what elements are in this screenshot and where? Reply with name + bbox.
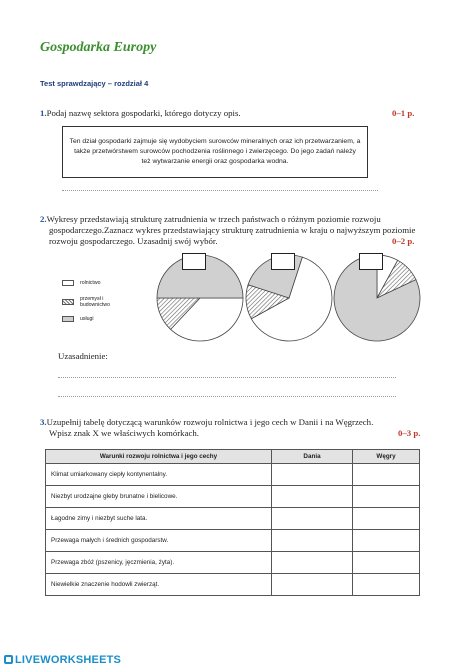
header-conditions: Warunki rozwoju rolnictwa i jego cechy [46, 450, 272, 464]
question-2-points: 0–2 p. [392, 236, 415, 246]
dania-answer-cell[interactable] [272, 574, 353, 596]
condition-cell: Przewaga małych i średnich gospodarstw. [46, 530, 272, 552]
question-3-text-line1: Uzupełnij tabelę dotyczącą warunków rozwoju rolnictwa i jego cech w Danii i na Węgrzech. [46, 417, 374, 427]
question-2-number: 2. [40, 214, 47, 224]
justification-label: Uzasadnienie: [58, 351, 108, 361]
condition-cell: Przewaga zbóż (pszenicy, jęczmienia, żyta). [46, 552, 272, 574]
wegry-answer-cell[interactable] [353, 508, 420, 530]
question-1-text: Podaj nazwę sektora gospodarki, którego dotyczy opis. [46, 108, 241, 118]
legend-item-przemysl [62, 296, 114, 308]
question-3-points: 0–3 p. [398, 428, 421, 438]
table-row [46, 530, 420, 552]
question-1-points: 0–1 p. [392, 108, 415, 118]
wegry-answer-cell[interactable] [353, 552, 420, 574]
table-row [46, 464, 420, 486]
header-dania: Dania [272, 450, 353, 464]
legend-label: przemysł i budownictwo [80, 296, 110, 308]
test-subtitle: Test sprawdzający – rozdział 4 [40, 79, 149, 88]
justification-line-1[interactable] [58, 377, 396, 378]
dania-answer-cell[interactable] [272, 464, 353, 486]
page-title: Gospodarka Europy [40, 40, 157, 55]
pie-1-choice-box[interactable] [182, 253, 206, 270]
legend-item-rolnictwo [62, 280, 114, 286]
question-1-answer-line[interactable] [62, 190, 378, 191]
wegry-answer-cell[interactable] [353, 464, 420, 486]
wegry-answer-cell[interactable] [353, 574, 420, 596]
question-1-number: 1. [40, 108, 47, 118]
justification-line-2[interactable] [58, 396, 396, 397]
chart-legend [62, 280, 114, 322]
question-3-number: 3. [40, 417, 47, 427]
wegry-answer-cell[interactable] [353, 530, 420, 552]
logo-text: LIVEWORKSHEETS [15, 654, 122, 666]
legend-swatch-rolnictwo [62, 280, 74, 286]
legend-swatch-uslugi [62, 316, 74, 322]
pie-3-choice-box[interactable] [359, 253, 383, 270]
wegry-answer-cell[interactable] [353, 486, 420, 508]
liveworksheets-logo[interactable] [4, 654, 121, 666]
question-2-text-line2: gospodarczego.Zaznacz wykres przedstawiający strukturę zatrudnienia w kraju o najwyższym poziomie [49, 225, 416, 235]
legend-swatch-przemysl [62, 299, 74, 305]
table-header-row [46, 450, 420, 464]
question-1 [40, 108, 241, 119]
legend-label: usługi [80, 316, 94, 322]
table-row [46, 508, 420, 530]
dania-answer-cell[interactable] [272, 530, 353, 552]
condition-cell: Łagodne zimy i niezbyt suche lata. [46, 508, 272, 530]
dania-answer-cell[interactable] [272, 486, 353, 508]
question-1-description: Ten dział gospodarki zajmuje się wydobyciem surowców mineralnych oraz ich przetwarzaniem, a także przetwórstwem surowców pochodzenia roślinnego i zwierzęcego. Do jego zadań należy też wytwarzanie energii oraz gospodarka wodna. [69, 138, 361, 165]
question-2-text-line3: rozwoju gospodarczego. Uzasadnij swój wybór. [49, 236, 218, 246]
logo-icon [4, 655, 13, 664]
dania-answer-cell[interactable] [272, 552, 353, 574]
legend-label: rolnictwo [80, 280, 101, 286]
question-2 [40, 214, 430, 247]
condition-cell: Niewielkie znaczenie hodowli zwierząt. [46, 574, 272, 596]
question-3-text-line2: Wpisz znak X we właściwych komórkach. [49, 428, 199, 438]
condition-cell: Niezbyt urodzajne gleby brunatne i bielicowe. [46, 486, 272, 508]
table-row [46, 552, 420, 574]
question-1-description-box [62, 126, 368, 178]
question-3 [40, 417, 440, 439]
table-row [46, 574, 420, 596]
dania-answer-cell[interactable] [272, 508, 353, 530]
question-2-text-line1: Wykresy przedstawiają strukturę zatrudnienia w trzech państwach o różnym poziomie rozwoju [46, 214, 381, 224]
table-row [46, 486, 420, 508]
conditions-table [45, 449, 420, 596]
legend-item-uslugi [62, 316, 114, 322]
header-wegry: Węgry [353, 450, 420, 464]
condition-cell: Klimat umiarkowany ciepły kontynentalny. [46, 464, 272, 486]
pie-2-choice-box[interactable] [271, 253, 295, 270]
